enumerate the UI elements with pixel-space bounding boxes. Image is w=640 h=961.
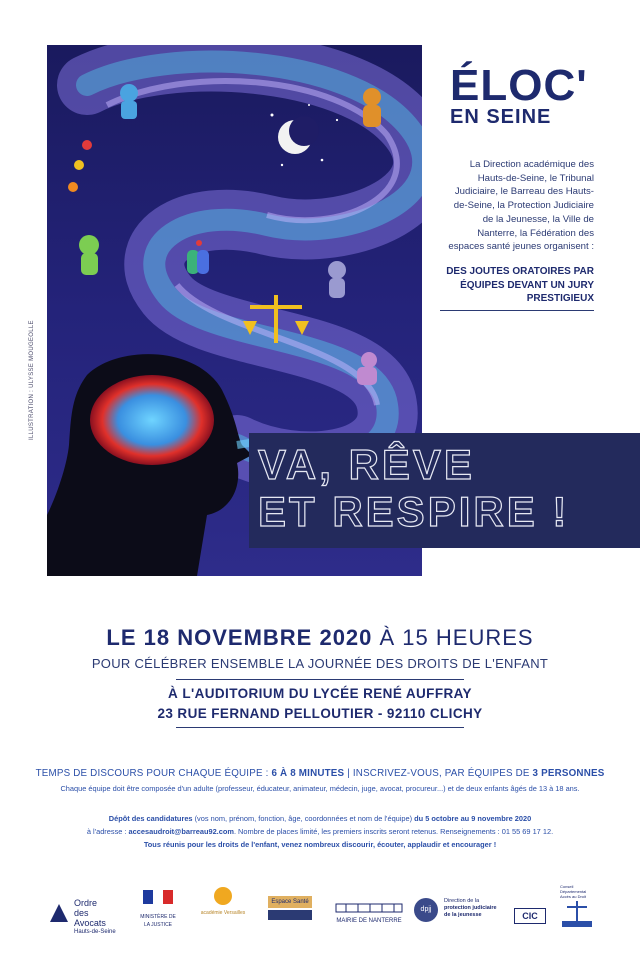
event-venue: [0, 684, 640, 724]
register-prefix: | INSCRIVEZ-VOUS, PAR ÉQUIPES DE: [344, 768, 533, 779]
illustration-credit: ILLUSTRATION : ULYSSE MOUGEOLLE: [29, 320, 35, 440]
team-size: 3 PERSONNES: [532, 768, 605, 779]
brand-title: ÉLOC': [450, 61, 588, 110]
cd92-scales-icon: [562, 899, 592, 929]
organizers-text: La Direction académique des Hauts-de-Seine, le Tribunal Judiciaire, le Barreau des Hauts-de-Seine, la Protection Judiciaire de la Jeunesse, la Ville de Nanterre, la Fédération des espaces santé jeunes organisent :: [448, 159, 594, 253]
republic-flag-icon: [143, 890, 173, 904]
academie-label: académie Versailles: [200, 910, 246, 916]
dpjj-line-2: protection judiciaire: [444, 905, 497, 911]
logo-avocats: [48, 898, 118, 936]
avocats-emblem-icon: [48, 902, 70, 924]
logo-academie: [198, 886, 248, 917]
avocats-line-2: des Avocats: [74, 908, 106, 928]
venue-line-2: 23 RUE FERNAND PELLOUTIER - 92110 CLICHY: [157, 706, 483, 721]
nanterre-label: MAIRIE DE NANTERRE: [336, 918, 402, 924]
event-date: [0, 625, 640, 651]
dpjj-icon: dpjj: [414, 898, 438, 922]
submission-dates: du 5 octobre au 9 novembre 2020: [414, 814, 532, 823]
submission-label: Dépôt des candidatures: [108, 814, 193, 823]
event-description: DES JOUTES ORATOIRES PAR ÉQUIPES DEVANT UN JURY PRESTIGIEUX: [440, 265, 594, 311]
dpjj-line-1: Direction de la: [444, 898, 480, 904]
justice-line-2: LA JUSTICE: [143, 922, 173, 928]
avocats-line-1: Ordre: [74, 898, 98, 908]
slogan-line-1: VA, RÊVE: [258, 441, 475, 488]
logo-cic: CIC: [514, 908, 546, 924]
cd92-label: Conseil Départemental Accès au Droit: [560, 884, 587, 899]
logo-dpjj: [414, 898, 504, 919]
espace-sante-bar: [268, 910, 312, 920]
dpjj-line-3: de la jeunesse: [444, 912, 482, 918]
divider-top: [176, 679, 464, 680]
speech-info: [0, 768, 640, 779]
logo-justice: [136, 890, 180, 929]
submission-info: [0, 812, 640, 851]
venue-line-1: À L'AUDITORIUM DU LYCÉE RENÉ AUFFRAY: [168, 686, 472, 701]
avocats-line-3: Hauts-de-Seine: [74, 929, 116, 935]
speech-prefix: TEMPS DE DISCOURS POUR CHAQUE ÉQUIPE :: [35, 768, 272, 779]
event-purpose: POUR CÉLÉBRER ENSEMBLE LA JOURNÉE DES DROITS DE L'ENFANT: [91, 656, 549, 671]
brand-subtitle: EN SEINE: [450, 106, 552, 128]
event-time: À 15 HEURES: [372, 625, 534, 650]
mairie-building-icon: [334, 902, 404, 914]
brain-glow: [90, 375, 214, 465]
logo-espace-sante: [268, 896, 312, 920]
slogan-text: [258, 441, 569, 535]
logo-cd92: [560, 884, 594, 932]
closing-line: Tous réunis pour les droits de l'enfant, venez nombreux discourir, écouter, applaudir et encourager !: [143, 840, 497, 849]
event-date-bold: LE 18 NOVEMBRE 2020: [106, 625, 373, 650]
justice-line-1: MINISTÈRE DE: [140, 914, 176, 920]
speech-time: 6 À 8 MINUTES: [271, 768, 345, 779]
espace-sante-label: Espace Santé: [268, 896, 312, 908]
slogan-line-2: ET RESPIRE !: [258, 488, 570, 535]
address-suffix: . Nombre de places limité, les premiers inscrits seront retenus. Renseignements : 01 55 69 17 12.: [233, 827, 554, 836]
submission-fields: (vos nom, prénom, fonction, âge, coordonnées et nom de l'équipe): [192, 814, 415, 823]
figure-green: [79, 235, 99, 275]
academie-emblem-icon: [213, 886, 233, 906]
address-prefix: à l'adresse :: [86, 827, 129, 836]
figure-climber: [363, 88, 381, 127]
logo-nanterre: [334, 902, 404, 925]
contact-email[interactable]: accesaudroit@barreau92.com: [128, 827, 234, 836]
divider-bottom: [176, 727, 464, 728]
partner-logos: [0, 880, 640, 940]
figure-flag: [328, 261, 346, 298]
team-composition: Chaque équipe doit être composée d'un adulte (professeur, éducateur, animateur, médecin, juge, avocat, procureur...) et de deux enfants âgés de 13 à 18 ans.: [60, 784, 580, 793]
